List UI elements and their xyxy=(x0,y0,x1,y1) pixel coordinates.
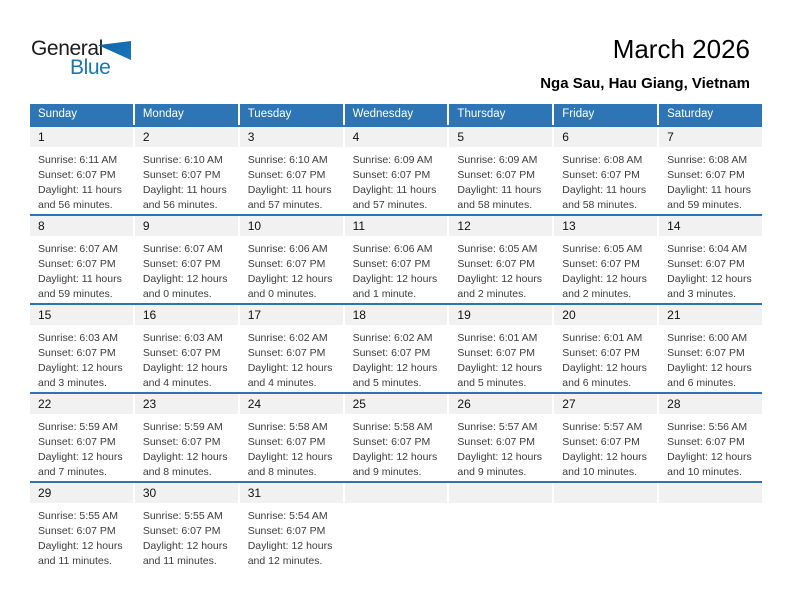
day-number: 8 xyxy=(38,219,45,233)
info-line: and 11 minutes. xyxy=(142,555,217,567)
day-number: 11 xyxy=(352,219,366,233)
day-sun-info xyxy=(449,414,552,480)
day-cell xyxy=(240,216,343,303)
info-line: Sunset: 6:07 PM xyxy=(352,169,431,181)
day-cell xyxy=(30,483,133,570)
day-number-band xyxy=(345,394,448,414)
day-number: 7 xyxy=(667,130,674,144)
info-line: Sunrise: 5:57 AM xyxy=(562,421,643,433)
day-number-band xyxy=(30,394,133,414)
info-line: and 57 minutes. xyxy=(352,199,428,211)
day-sun-info xyxy=(345,147,448,213)
info-line: Sunrise: 6:00 AM xyxy=(667,332,748,344)
day-cell xyxy=(240,305,343,392)
day-number: 10 xyxy=(247,219,262,233)
info-line: Daylight: 12 hours xyxy=(142,540,228,552)
day-number: 28 xyxy=(667,397,681,411)
day-sun-info xyxy=(554,236,657,302)
empty-day-cell xyxy=(554,483,657,570)
day-sun-info xyxy=(240,147,343,213)
info-line: Daylight: 12 hours xyxy=(38,362,123,374)
info-line: Sunrise: 6:07 AM xyxy=(142,243,223,255)
info-line: and 57 minutes. xyxy=(247,199,323,211)
day-cell xyxy=(30,394,133,481)
day-number-band xyxy=(30,127,133,147)
day-number: 16 xyxy=(142,308,157,322)
info-line: and 6 minutes. xyxy=(667,377,737,389)
day-number: 27 xyxy=(562,397,576,411)
day-cell xyxy=(240,394,343,481)
day-sun-info xyxy=(659,503,762,509)
info-line: and 12 minutes. xyxy=(247,555,323,567)
info-line: Daylight: 12 hours xyxy=(352,273,438,285)
day-number: 14 xyxy=(667,219,681,233)
info-line: and 4 minutes. xyxy=(247,377,317,389)
day-number: 4 xyxy=(352,130,360,144)
empty-day-cell xyxy=(659,483,762,570)
day-number-band xyxy=(345,127,448,147)
info-line: Sunrise: 5:55 AM xyxy=(38,510,118,522)
day-cell xyxy=(345,394,448,481)
info-line: Sunset: 6:07 PM xyxy=(562,436,640,448)
day-number: 19 xyxy=(457,308,471,322)
info-line: and 8 minutes. xyxy=(142,466,212,478)
info-line: Daylight: 12 hours xyxy=(457,451,543,463)
info-line: Sunrise: 6:10 AM xyxy=(247,154,328,166)
day-number-band xyxy=(135,394,238,414)
info-line: Sunset: 6:07 PM xyxy=(38,525,116,537)
day-number-band xyxy=(345,483,448,503)
info-line: Sunset: 6:07 PM xyxy=(667,169,745,181)
day-cell xyxy=(659,127,762,214)
info-line: Sunrise: 6:07 AM xyxy=(38,243,118,255)
day-number: 6 xyxy=(562,130,569,144)
day-sun-info xyxy=(345,503,448,509)
day-cell xyxy=(554,127,657,214)
info-line: Sunset: 6:07 PM xyxy=(562,258,640,270)
info-line: Daylight: 11 hours xyxy=(38,184,122,196)
day-number-band xyxy=(30,216,133,236)
day-number-band xyxy=(659,394,762,414)
day-number: 29 xyxy=(38,486,52,500)
day-number: 25 xyxy=(352,397,366,411)
day-cell xyxy=(240,127,343,214)
day-cell xyxy=(659,216,762,303)
logo-text-general: General xyxy=(31,37,103,60)
info-line: Sunset: 6:07 PM xyxy=(142,258,221,270)
day-sun-info xyxy=(30,325,133,391)
day-number: 12 xyxy=(457,219,471,233)
info-line: Sunset: 6:07 PM xyxy=(38,169,116,181)
info-line: Daylight: 11 hours xyxy=(142,184,227,196)
day-number: 13 xyxy=(562,219,576,233)
day-number-band xyxy=(554,394,657,414)
info-line: Sunset: 6:07 PM xyxy=(142,436,221,448)
info-line: Sunset: 6:07 PM xyxy=(562,347,640,359)
info-line: Sunrise: 6:11 AM xyxy=(38,154,118,166)
logo-text-blue: Blue xyxy=(70,56,111,79)
day-number: 20 xyxy=(562,308,576,322)
info-line: and 4 minutes. xyxy=(142,377,212,389)
day-sun-info xyxy=(449,236,552,302)
week-row xyxy=(30,214,762,303)
info-line: Daylight: 12 hours xyxy=(142,273,228,285)
info-line: and 10 minutes. xyxy=(667,466,742,478)
info-line: Sunset: 6:07 PM xyxy=(457,436,536,448)
info-line: Daylight: 11 hours xyxy=(457,184,542,196)
day-number-band xyxy=(345,305,448,325)
day-sun-info xyxy=(30,503,133,569)
day-cell xyxy=(659,394,762,481)
day-number-band xyxy=(135,216,238,236)
day-sun-info xyxy=(135,503,238,569)
info-line: Sunrise: 5:55 AM xyxy=(142,510,223,522)
info-line: Sunset: 6:07 PM xyxy=(667,258,745,270)
info-line: Sunrise: 6:10 AM xyxy=(142,154,223,166)
week-row xyxy=(30,481,762,570)
day-sun-info xyxy=(135,325,238,391)
info-line: Daylight: 12 hours xyxy=(38,540,123,552)
info-line: Daylight: 12 hours xyxy=(562,451,647,463)
day-cell xyxy=(449,216,552,303)
info-line: Daylight: 12 hours xyxy=(457,362,543,374)
day-number: 1 xyxy=(38,130,45,144)
info-line: Sunset: 6:07 PM xyxy=(457,169,536,181)
info-line: Sunset: 6:07 PM xyxy=(247,169,326,181)
info-line: and 0 minutes. xyxy=(247,288,317,300)
info-line: and 6 minutes. xyxy=(562,377,632,389)
info-line: Daylight: 12 hours xyxy=(457,273,543,285)
info-line: and 3 minutes. xyxy=(38,377,107,389)
info-line: Sunset: 6:07 PM xyxy=(352,436,431,448)
day-number-band xyxy=(30,483,133,503)
info-line: Sunset: 6:07 PM xyxy=(38,347,116,359)
day-number: 31 xyxy=(247,486,262,500)
day-sun-info xyxy=(449,503,552,509)
info-line: Sunrise: 5:59 AM xyxy=(38,421,118,433)
day-number: 23 xyxy=(142,397,157,411)
info-line: Sunset: 6:07 PM xyxy=(352,258,431,270)
day-sun-info xyxy=(345,414,448,480)
info-line: Sunset: 6:07 PM xyxy=(457,347,536,359)
info-line: Sunrise: 6:05 AM xyxy=(562,243,643,255)
info-line: and 58 minutes. xyxy=(457,199,533,211)
day-sun-info xyxy=(240,325,343,391)
day-number-band xyxy=(240,305,343,325)
day-sun-info xyxy=(240,236,343,302)
info-line: Daylight: 11 hours xyxy=(247,184,332,196)
info-line: Sunrise: 6:09 AM xyxy=(352,154,433,166)
info-line: and 8 minutes. xyxy=(247,466,317,478)
day-number-band xyxy=(135,483,238,503)
info-line: Daylight: 12 hours xyxy=(247,362,333,374)
info-line: and 58 minutes. xyxy=(562,199,637,211)
page-title: March 2026 xyxy=(612,34,750,64)
day-sun-info xyxy=(659,414,762,480)
info-line: Sunrise: 6:06 AM xyxy=(247,243,328,255)
info-line: Sunrise: 6:06 AM xyxy=(352,243,433,255)
info-line: Sunset: 6:07 PM xyxy=(247,525,326,537)
day-cell xyxy=(345,305,448,392)
info-line: Sunrise: 6:04 AM xyxy=(667,243,748,255)
day-number: 18 xyxy=(352,308,366,322)
day-number-band xyxy=(449,305,552,325)
general-blue-logo xyxy=(31,37,151,83)
info-line: Sunset: 6:07 PM xyxy=(38,258,116,270)
info-line: Sunrise: 5:54 AM xyxy=(247,510,328,522)
info-line: Daylight: 12 hours xyxy=(247,540,333,552)
day-cell xyxy=(345,127,448,214)
day-sun-info xyxy=(554,414,657,480)
day-number-band xyxy=(135,305,238,325)
info-line: Sunset: 6:07 PM xyxy=(562,169,640,181)
week-row xyxy=(30,392,762,481)
day-cell xyxy=(659,305,762,392)
weekday-header-thursday: Thursday xyxy=(449,104,552,125)
day-number-band xyxy=(659,216,762,236)
day-number: 26 xyxy=(457,397,471,411)
info-line: Daylight: 11 hours xyxy=(667,184,751,196)
day-sun-info xyxy=(345,325,448,391)
info-line: Daylight: 12 hours xyxy=(667,451,752,463)
day-sun-info xyxy=(449,325,552,391)
info-line: and 9 minutes. xyxy=(457,466,527,478)
info-line: and 56 minutes. xyxy=(38,199,113,211)
day-sun-info xyxy=(659,236,762,302)
info-line: Sunset: 6:07 PM xyxy=(142,169,221,181)
weekday-header-monday: Monday xyxy=(135,104,238,125)
day-sun-info xyxy=(659,147,762,213)
info-line: and 2 minutes. xyxy=(457,288,527,300)
day-number: 15 xyxy=(38,308,52,322)
info-line: and 10 minutes. xyxy=(562,466,637,478)
day-number-band xyxy=(449,483,552,503)
info-line: Sunset: 6:07 PM xyxy=(247,436,326,448)
day-cell xyxy=(30,305,133,392)
info-line: Sunrise: 6:02 AM xyxy=(247,332,328,344)
day-number-band xyxy=(30,305,133,325)
info-line: Daylight: 12 hours xyxy=(562,273,647,285)
info-line: Daylight: 12 hours xyxy=(142,451,228,463)
day-number: 2 xyxy=(142,130,150,144)
day-number: 17 xyxy=(247,308,262,322)
info-line: Sunset: 6:07 PM xyxy=(667,436,745,448)
day-number-band xyxy=(449,216,552,236)
info-line: and 11 minutes. xyxy=(38,555,112,567)
day-number: 30 xyxy=(142,486,157,500)
info-line: Daylight: 12 hours xyxy=(667,273,752,285)
day-cell xyxy=(345,216,448,303)
info-line: and 59 minutes. xyxy=(38,288,113,300)
day-sun-info xyxy=(240,503,343,569)
info-line: Daylight: 12 hours xyxy=(352,451,438,463)
day-cell xyxy=(449,127,552,214)
day-sun-info xyxy=(135,414,238,480)
day-sun-info xyxy=(345,236,448,302)
day-number: 24 xyxy=(247,397,262,411)
info-line: Daylight: 11 hours xyxy=(562,184,647,196)
day-number-band xyxy=(240,216,343,236)
info-line: Sunset: 6:07 PM xyxy=(247,347,326,359)
info-line: and 3 minutes. xyxy=(667,288,737,300)
info-line: and 5 minutes. xyxy=(457,377,527,389)
day-sun-info xyxy=(554,147,657,213)
day-sun-info xyxy=(449,147,552,213)
weekday-header-row xyxy=(30,104,762,125)
info-line: Sunset: 6:07 PM xyxy=(142,347,221,359)
info-line: Sunset: 6:07 PM xyxy=(142,525,221,537)
day-cell xyxy=(449,305,552,392)
day-sun-info xyxy=(135,147,238,213)
info-line: and 5 minutes. xyxy=(352,377,422,389)
info-line: Sunrise: 6:05 AM xyxy=(457,243,538,255)
info-line: Sunrise: 6:03 AM xyxy=(38,332,118,344)
day-number: 21 xyxy=(667,308,681,322)
day-cell xyxy=(135,305,238,392)
info-line: Sunrise: 5:59 AM xyxy=(142,421,223,433)
week-row xyxy=(30,125,762,214)
day-number: 22 xyxy=(38,397,52,411)
day-number-band xyxy=(659,483,762,503)
info-line: and 0 minutes. xyxy=(142,288,212,300)
info-line: and 2 minutes. xyxy=(562,288,632,300)
info-line: Sunset: 6:07 PM xyxy=(352,347,431,359)
info-line: and 9 minutes. xyxy=(352,466,422,478)
day-cell xyxy=(449,394,552,481)
calendar-weeks xyxy=(30,125,762,570)
day-cell xyxy=(554,394,657,481)
day-sun-info xyxy=(240,414,343,480)
day-cell xyxy=(135,394,238,481)
day-cell xyxy=(30,127,133,214)
info-line: Sunset: 6:07 PM xyxy=(38,436,116,448)
day-number: 9 xyxy=(142,219,150,233)
day-number: 3 xyxy=(247,130,255,144)
day-number: 5 xyxy=(457,130,465,144)
day-sun-info xyxy=(554,325,657,391)
day-cell xyxy=(240,483,343,570)
week-row xyxy=(30,303,762,392)
day-sun-info xyxy=(30,236,133,302)
info-line: Daylight: 12 hours xyxy=(247,451,333,463)
weekday-header-friday: Friday xyxy=(554,104,657,125)
info-line: Sunset: 6:07 PM xyxy=(247,258,326,270)
info-line: Daylight: 11 hours xyxy=(352,184,437,196)
empty-day-cell xyxy=(345,483,448,570)
info-line: Daylight: 12 hours xyxy=(562,362,647,374)
day-number-band xyxy=(659,127,762,147)
info-line: Sunrise: 6:01 AM xyxy=(457,332,538,344)
info-line: Daylight: 11 hours xyxy=(38,273,122,285)
info-line: Sunrise: 5:58 AM xyxy=(247,421,328,433)
weekday-header-tuesday: Tuesday xyxy=(240,104,343,125)
day-number-band xyxy=(345,216,448,236)
info-line: Sunrise: 6:09 AM xyxy=(457,154,538,166)
day-sun-info xyxy=(554,503,657,509)
day-cell xyxy=(554,305,657,392)
info-line: Sunrise: 5:56 AM xyxy=(667,421,748,433)
empty-day-cell xyxy=(449,483,552,570)
info-line: Sunrise: 5:58 AM xyxy=(352,421,433,433)
info-line: and 59 minutes. xyxy=(667,199,742,211)
info-line: Daylight: 12 hours xyxy=(142,362,228,374)
info-line: and 7 minutes. xyxy=(38,466,107,478)
info-line: and 1 minute. xyxy=(352,288,417,300)
day-number-band xyxy=(449,127,552,147)
day-cell xyxy=(135,483,238,570)
weekday-header-saturday: Saturday xyxy=(659,104,762,125)
day-number-band xyxy=(240,394,343,414)
day-number-band xyxy=(554,127,657,147)
weekday-header-sunday: Sunday xyxy=(30,104,133,125)
info-line: Daylight: 12 hours xyxy=(352,362,438,374)
info-line: Sunset: 6:07 PM xyxy=(457,258,536,270)
day-number-band xyxy=(659,305,762,325)
info-line: Sunrise: 6:08 AM xyxy=(562,154,643,166)
info-line: Sunrise: 6:01 AM xyxy=(562,332,643,344)
day-sun-info xyxy=(659,325,762,391)
info-line: Daylight: 12 hours xyxy=(247,273,333,285)
weekday-header-wednesday: Wednesday xyxy=(345,104,448,125)
day-sun-info xyxy=(30,147,133,213)
info-line: Sunrise: 6:02 AM xyxy=(352,332,433,344)
day-sun-info xyxy=(135,236,238,302)
info-line: Sunrise: 5:57 AM xyxy=(457,421,538,433)
info-line: and 56 minutes. xyxy=(142,199,218,211)
day-number-band xyxy=(240,483,343,503)
day-cell xyxy=(135,216,238,303)
day-number-band xyxy=(554,483,657,503)
day-number-band xyxy=(554,216,657,236)
info-line: Sunset: 6:07 PM xyxy=(667,347,745,359)
info-line: Daylight: 12 hours xyxy=(667,362,752,374)
info-line: Daylight: 12 hours xyxy=(38,451,123,463)
day-cell xyxy=(30,216,133,303)
location-subtitle: Nga Sau, Hau Giang, Vietnam xyxy=(540,75,750,92)
calendar-grid xyxy=(30,104,762,570)
day-number-band xyxy=(554,305,657,325)
info-line: Sunrise: 6:08 AM xyxy=(667,154,748,166)
day-number-band xyxy=(449,394,552,414)
day-cell xyxy=(135,127,238,214)
info-line: Sunrise: 6:03 AM xyxy=(142,332,223,344)
day-sun-info xyxy=(30,414,133,480)
day-number-band xyxy=(135,127,238,147)
day-cell xyxy=(554,216,657,303)
day-number-band xyxy=(240,127,343,147)
